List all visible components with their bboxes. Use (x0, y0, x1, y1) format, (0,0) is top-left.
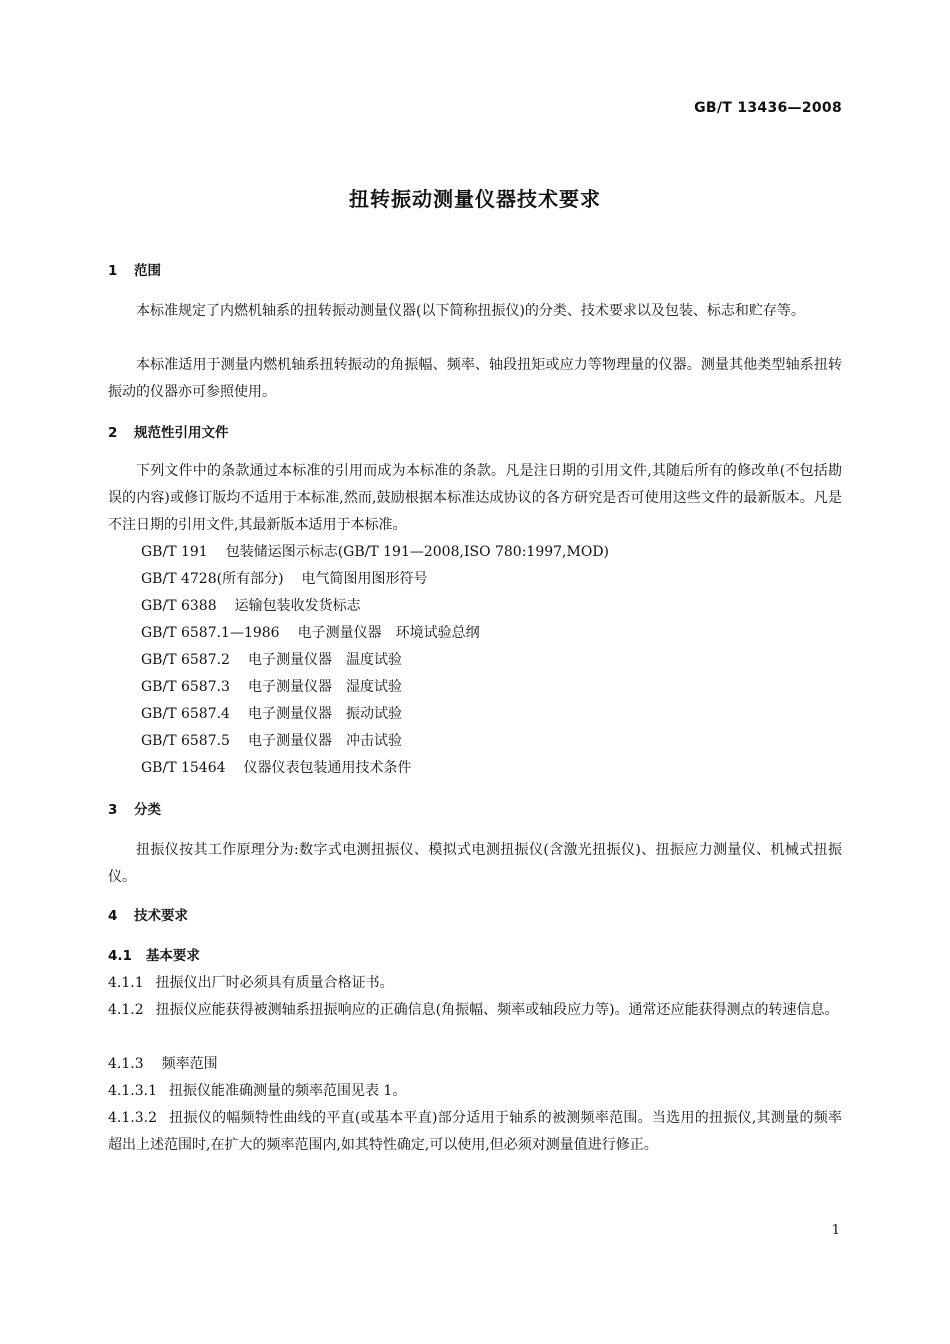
reference-item (108, 566, 842, 593)
subsection-4-1-heading (108, 943, 842, 970)
reference-code: GB/T 6587.1—1986 (141, 625, 280, 641)
reference-title: 包装储运图示标志(GB/T 191—2008,ISO 780:1997,MOD) (225, 544, 610, 560)
reference-title: 运输包装收发货标志 (234, 598, 361, 614)
reference-item (108, 755, 842, 782)
section-4-heading (108, 903, 842, 930)
reference-title: 电子测量仪器 温度试验 (247, 652, 402, 668)
reference-item (108, 647, 842, 674)
reference-code: GB/T 6587.2 (141, 652, 230, 668)
clause-title: 频率范围 (161, 1056, 218, 1072)
clause-text: 扭振仪应能获得被测轴系扭振响应的正确信息(角振幅、频率或轴段应力等)。通常还应能获得测点的转速信息。 (155, 1002, 839, 1018)
section-title: 范围 (134, 263, 161, 279)
reference-title: 电子测量仪器 振动试验 (247, 706, 402, 722)
reference-item (108, 539, 842, 566)
subsection-number: 4.1 (108, 948, 132, 964)
clause-4-1-1 (108, 970, 842, 997)
subsection-title: 基本要求 (145, 948, 200, 964)
section-2-paragraph-1: 下列文件中的条款通过本标准的引用而成为本标准的条款。凡是注日期的引用文件,其随后所有的修改单(不包括勘误的内容)或修订版均不适用于本标准,然而,鼓励根据本标准达成协议的各方研究是否可使用这些文件的最新版本。凡是不注日期的引用文件,其最新版本适用于本标准。 (108, 463, 842, 533)
reference-title: 仪器仪表包装通用技术条件 (243, 760, 412, 776)
reference-item (108, 593, 842, 620)
reference-code: GB/T 6587.5 (141, 733, 230, 749)
reference-item (108, 701, 842, 728)
document-title: 扭转振动测量仪器技术要求 (349, 187, 601, 211)
reference-list (108, 539, 842, 782)
section-number: 3 (108, 802, 118, 818)
clause-number: 4.1.3.1 (108, 1083, 157, 1099)
section-title: 分类 (134, 802, 161, 818)
reference-title: 电子测量仪器 环境试验总纲 (297, 625, 480, 641)
section-2-heading (108, 420, 842, 447)
reference-title: 电气简图用图形符号 (301, 571, 428, 587)
section-3-paragraph-1: 扭振仪按其工作原理分为:数字式电测扭振仪、模拟式电测扭振仪(含激光扭振仪)、扭振应力测量仪、机械式扭振仪。 (108, 842, 842, 885)
reference-code: GB/T 6587.4 (141, 706, 230, 722)
clause-number: 4.1.1 (108, 975, 144, 991)
section-number: 1 (108, 263, 118, 279)
clause-number: 4.1.2 (108, 1002, 144, 1018)
clause-number: 4.1.3 (108, 1056, 144, 1072)
reference-code: GB/T 4728(所有部分) (141, 571, 284, 587)
section-number: 4 (108, 908, 118, 924)
page-number: 1 (831, 1223, 840, 1238)
section-3-heading (108, 797, 842, 824)
section-title: 技术要求 (134, 908, 188, 924)
reference-item (108, 620, 842, 647)
clause-4-1-3 (108, 1051, 842, 1078)
reference-title: 电子测量仪器 冲击试验 (247, 733, 402, 749)
section-1-heading (108, 258, 842, 285)
clause-4-1-3-1 (108, 1078, 842, 1105)
section-1-paragraph-1: 本标准规定了内燃机轴系的扭转振动测量仪器(以下简称扭振仪)的分类、技术要求以及包装、标志和贮存等。 (136, 303, 805, 319)
clause-text: 扭振仪出厂时必须具有质量合格证书。 (155, 975, 394, 991)
reference-title: 电子测量仪器 湿度试验 (247, 679, 402, 695)
section-title: 规范性引用文件 (134, 425, 229, 441)
reference-code: GB/T 191 (141, 544, 208, 560)
clause-4-1-3-2 (108, 1105, 842, 1159)
clause-number: 4.1.3.2 (108, 1110, 157, 1126)
reference-item (108, 728, 842, 755)
clause-4-1-2 (108, 997, 842, 1024)
reference-code: GB/T 6388 (141, 598, 217, 614)
clause-text: 扭振仪的幅频特性曲线的平直(或基本平直)部分适用于轴系的被测频率范围。当选用的扭振仪,其测量的频率超出上述范围时,在扩大的频率范围内,如其特性确定,可以使用,但必须对测量值进行修正。 (108, 1110, 842, 1153)
clause-text: 扭振仪能准确测量的频率范围见表 1。 (168, 1083, 407, 1099)
section-number: 2 (108, 425, 118, 441)
reference-code: GB/T 15464 (141, 760, 226, 776)
section-1-paragraph-2: 本标准适用于测量内燃机轴系扭转振动的角振幅、频率、轴段扭矩或应力等物理量的仪器。测量其他类型轴系扭转振动的仪器亦可参照使用。 (108, 357, 842, 400)
reference-code: GB/T 6587.3 (141, 679, 230, 695)
standard-code: GB/T 13436—2008 (694, 100, 842, 116)
reference-item (108, 674, 842, 701)
